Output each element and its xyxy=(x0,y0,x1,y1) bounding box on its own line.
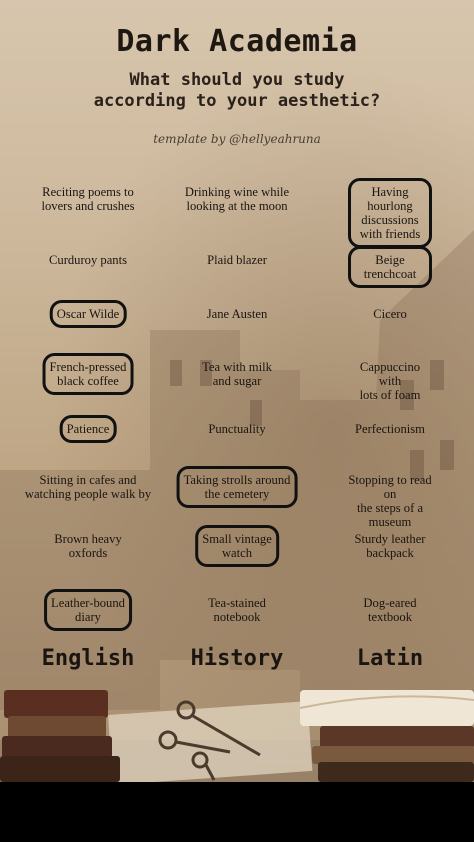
choice-cell: Cicero xyxy=(373,307,407,321)
choice-cell: Leather-bound diary xyxy=(44,589,132,631)
result-latin: Latin xyxy=(356,646,424,671)
choice-cell: Having hourlong discussions with friends xyxy=(348,178,432,248)
choice-cell: Taking strolls around the cemetery xyxy=(177,466,298,508)
template-credit: template by @hellyeahruna xyxy=(153,132,321,146)
choice-cell: Cappuccino with lots of foam xyxy=(359,360,421,402)
choice-cell: Patience xyxy=(60,415,117,443)
choice-cell: Stopping to read on the steps of a museum xyxy=(348,473,432,529)
choice-cell: Small vintage watch xyxy=(195,525,279,567)
result-english: English xyxy=(41,646,135,671)
choice-cell: Sitting in cafes and watching people walk by xyxy=(24,473,152,501)
page-subtitle: What should you study according to your aesthetic? xyxy=(93,70,381,111)
choice-cell: Jane Austen xyxy=(206,307,268,321)
choice-cell: Plaid blazer xyxy=(207,253,267,267)
choice-cell: Perfectionism xyxy=(355,422,425,436)
choice-cell: Beige trenchcoat xyxy=(348,246,432,288)
choice-cell: Punctuality xyxy=(208,422,266,436)
choice-cell: Brown heavy oxfords xyxy=(54,532,122,560)
choice-cell: Dog-eared textbook xyxy=(363,596,417,624)
bottom-black-bar xyxy=(0,782,474,842)
choice-cell: Sturdy leather backpack xyxy=(354,532,426,560)
choice-cell: Tea-stained notebook xyxy=(208,596,266,624)
choice-cell: French-pressed black coffee xyxy=(43,353,134,395)
choice-cell: Drinking wine while looking at the moon xyxy=(184,185,290,213)
result-history: History xyxy=(190,646,284,671)
choice-cell: Oscar Wilde xyxy=(50,300,127,328)
page-title: Dark Academia xyxy=(116,24,358,59)
choice-cell: Tea with milk and sugar xyxy=(202,360,272,388)
choice-cell: Reciting poems to lovers and crushes xyxy=(41,185,135,213)
choice-cell: Curduroy pants xyxy=(48,253,128,267)
